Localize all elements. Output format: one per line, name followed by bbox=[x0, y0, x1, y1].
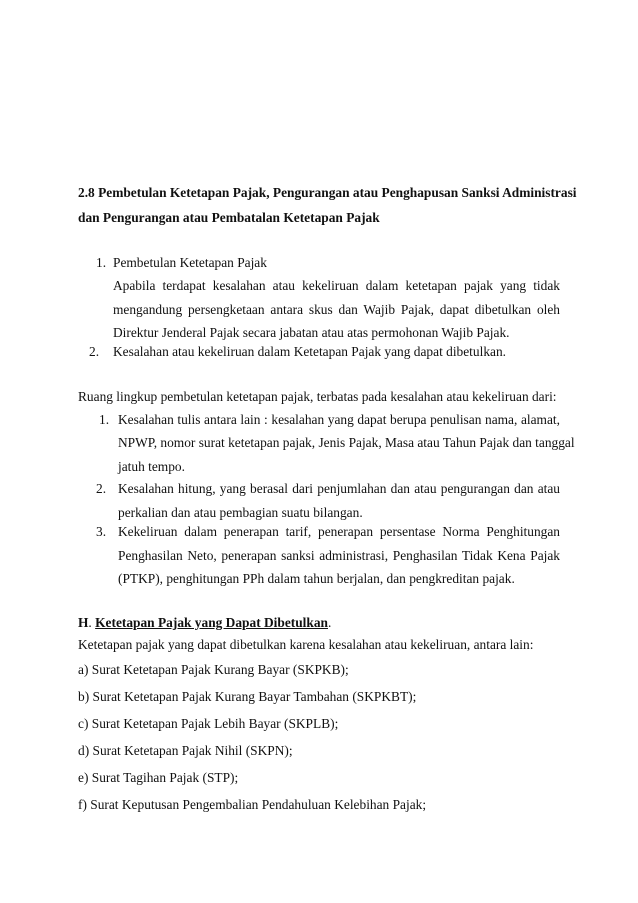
section-h-item: f) Surat Keputusan Pengembalian Pendahuluan Kelebihan Pajak; bbox=[78, 797, 427, 812]
scope-item-line: NPWP, nomor surat ketetapan pajak, Jenis Pajak, Masa atau Tahun Pajak dan tanggal bbox=[118, 435, 575, 450]
list-number: 2. bbox=[89, 344, 100, 359]
scope-item-line: perkalian dan atau pembagian suatu bilangan. bbox=[118, 505, 363, 520]
list-number: 1. bbox=[96, 255, 107, 270]
section-heading-line-1: 2.8 Pembetulan Ketetapan Pajak, Pengurangan atau Penghapusan Sanksi Administrasi bbox=[78, 185, 577, 200]
scope-item-line: Kesalahan hitung, yang berasal dari penjumlahan dan atau pengurangan dan atau bbox=[118, 481, 560, 496]
list-item-body-line: Direktur Jenderal Pajak secara jabatan atau atas permohonan Wajib Pajak. bbox=[113, 325, 510, 340]
list-item-body-line: Apabila terdapat kesalahan atau kekeliruan dalam ketetapan pajak yang tidak bbox=[113, 278, 560, 293]
section-h-item: c) Surat Ketetapan Pajak Lebih Bayar (SKPLB); bbox=[78, 716, 339, 731]
section-h-item: e) Surat Tagihan Pajak (STP); bbox=[78, 770, 239, 785]
section-heading-line-2: dan Pengurangan atau Pembatalan Ketetapan Pajak bbox=[78, 210, 380, 225]
section-h-intro: Ketetapan pajak yang dapat dibetulkan karena kesalahan atau kekeliruan, antara lain: bbox=[78, 637, 534, 652]
scope-item-number: 3. bbox=[96, 524, 107, 539]
scope-item-line: jatuh tempo. bbox=[118, 459, 185, 474]
scope-item-number: 2. bbox=[96, 481, 107, 496]
list-item-title: Kesalahan atau kekeliruan dalam Ketetapan Pajak yang dapat dibetulkan. bbox=[113, 344, 507, 359]
scope-item-line: Penghasilan Neto, penerapan sanksi administrasi, Penghasilan Tidak Kena Pajak bbox=[118, 548, 560, 563]
section-h-letter: H bbox=[78, 615, 89, 630]
section-h-heading: H. Ketetapan Pajak yang Dapat Dibetulkan. bbox=[78, 615, 332, 630]
section-h-item: b) Surat Ketetapan Pajak Kurang Bayar Tambahan (SKPKBT); bbox=[78, 689, 417, 704]
scope-item-number: 1. bbox=[99, 412, 110, 427]
scope-intro: Ruang lingkup pembetulan ketetapan pajak, terbatas pada kesalahan atau kekeliruan dari: bbox=[78, 389, 557, 404]
list-item-body-line: mengandung persengketaan antara skus dan Wajib Pajak, dapat dibetulkan oleh bbox=[113, 302, 560, 317]
scope-item-line: (PTKP), penghitungan PPh dalam tahun berjalan, dan pengkreditan pajak. bbox=[118, 571, 515, 586]
scope-item-line: Kesalahan tulis antara lain : kesalahan yang dapat berupa penulisan nama, alamat, bbox=[118, 412, 560, 427]
section-h-item: d) Surat Ketetapan Pajak Nihil (SKPN); bbox=[78, 743, 293, 758]
list-item-title: Pembetulan Ketetapan Pajak bbox=[113, 255, 267, 270]
section-h-title: Ketetapan Pajak yang Dapat Dibetulkan bbox=[95, 615, 328, 630]
section-h-item: a) Surat Ketetapan Pajak Kurang Bayar (SKPKB); bbox=[78, 662, 349, 677]
scope-item-line: Kekeliruan dalam penerapan tarif, penerapan persentase Norma Penghitungan bbox=[118, 524, 560, 539]
